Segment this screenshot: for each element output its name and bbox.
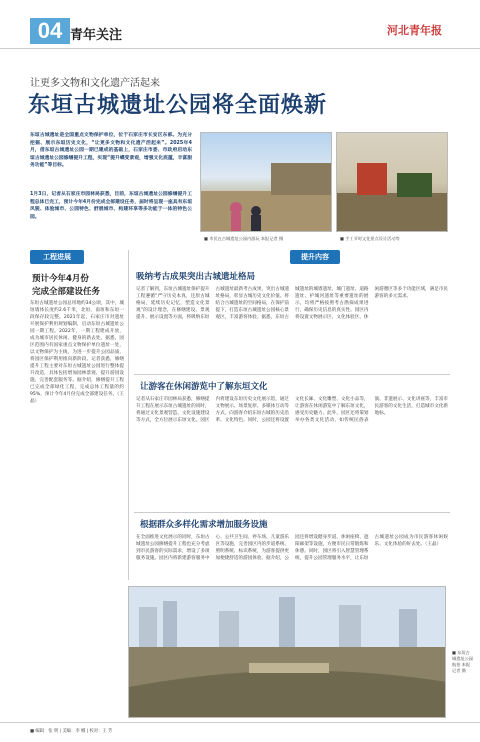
section3-subhead: 让游客在休闲游览中了解东垣文化 — [140, 382, 268, 392]
photo-illustration — [201, 133, 332, 232]
page-number: 04 — [30, 18, 70, 44]
aerial-illustration — [129, 587, 446, 718]
photo-aerial-park — [128, 586, 446, 718]
header-divider — [0, 48, 480, 49]
left-subhead-1: 预计今年4月份 — [32, 274, 89, 284]
tag-upgrade: 提升内容 — [290, 250, 340, 264]
divider-2 — [134, 512, 450, 513]
article-headline: 东垣古城遗址公园将全面焕新 — [28, 93, 328, 118]
photo1-caption: ■ 市民在古城遗址公园内游玩 本报记者 摄 — [204, 236, 284, 241]
section4-body: 在全面推进文化展示的同时，东垣古城遗址公园修缮提升工程也充分考虑到市民游客的实际需求，增设了多项服务设施。园区内将新建游客服务中心、公共卫生间、停车场、儿童游乐区等设施，完善园区内的步道系统、照明系统、标识系统，为游客提供更加便捷舒适的游园体验。据介绍，公园还将增设健身步道、休闲座椅、遮阳廊架等设施，方便市民日常锻炼和休憩。同时，园区将引入智慧管理系统，提升公园管理服务水平，让东垣古城遗址公园成为市民游客休闲娱乐、文化体验的好去处。（王晶） — [136, 535, 448, 561]
masthead-logo: 河北青年报 — [387, 24, 442, 37]
divider-1 — [134, 374, 450, 375]
mid-subhead: 吸纳考古成果突出古城遗址格局 — [136, 272, 256, 282]
column-divider-left — [128, 250, 129, 580]
photo2-caption: ■ 手工节时文化景点设计活动等 — [340, 236, 400, 241]
tag-progress: 工程进展 — [30, 250, 84, 264]
bottom-photo-caption: ■ 东垣古城遗址公园航拍 本报记者 摄 — [452, 650, 473, 673]
section3-body: 记者从石家庄市园林局获悉，修缮提升工程在展示东垣古城遗址的同时，将通过文化景观营造、文化设施建设等方式，全方位展示东垣文化。园区内将建设东垣历史文化展示馆，通过文物展示、场景复原、多媒体互动等方式，向游客介绍东垣古城的历史沿革、文化特色。同时，公园还将设置文化长廊、文化雕塑、文化小品等，让游客在休闲游览中了解东垣文化，感受历史魅力。此外，园区还将策划举办各类文化活动，如传统民俗表演、非遗展示、文化讲座等，丰富市民游客的文化生活，打造城市文化新地标。 — [136, 397, 448, 423]
footer-divider — [0, 722, 480, 723]
photo-illustration-2 — [337, 133, 448, 232]
article-kicker: 让更多文物和文化遗产活起来 — [30, 78, 160, 89]
photo-crafts — [336, 132, 448, 232]
page-footer: ■ 编辑：张 明 | 美编：李 娜 | 校对：王 芳 — [30, 729, 113, 734]
section-title: 青年关注 — [70, 28, 123, 43]
mid-section-body: 记者了解到，东垣古城遗址保护提升工程遵循“严守历史本真，还原古城格局，延续历史记忆，塑造文化景观”的设计理念，在修缮建设、景观提升、展示设置等方面，将吸纳东垣古城遗址最新考古成果，突出古城遗址格局，彰显古城历史文化价值。将结合古城遗址的空间格局，在保护前提下，打造东垣古城遗址公园核心景观区，丰富游客体验。据悉，东垣古城遗址的城墙遗址、城门遗址、道路遗址、护城河遗址等重要遗址的展示，均将严格按照考古勘探成果进行，确保历史信息的真实性。园区内将设置文物展示区、文化体验区、休闲游憩区等多个功能区域，满足市民游客的多元需求。 — [136, 287, 448, 320]
left-column-body: 东垣古城遗址公园总用地约34公顷，其中，城垣墙体长度约2.6千米，北垣、南垣和东垣一段保存较完整。2021年起，石家庄市对遗址开展保护利用规划编制，启动东垣古城遗址公园一期工程。2022年，一期工程建成开放，成为城市居民休闲、健身的新去处。据悉，园区范围内有国家重点文物保护单位遗址一处，以文物保护为主线，为进一步提升公园品质，将园区保护利用推向新阶段。记者获悉，修缮提升工程主要对东垣古城遗址公园进行整体提升改造，具体包括增加园林景观、提升游园设施、完善配套服务等。据介绍，修缮提升工程已完成全部绿化工程，完成总体工程量的约95%，预计今年4月份完成全部建设任务。（王晶） — [30, 301, 124, 404]
article-lead — [30, 132, 192, 234]
photo-park-visitors — [200, 132, 332, 232]
left-subhead-2: 完成全部建设任务 — [32, 287, 101, 297]
section4-subhead: 根据群众多样化需求增加服务设施 — [140, 520, 268, 530]
lead-paragraph-2: 1月3日，记者从石家庄市园林局获悉，目前，东垣古城遗址公园修缮提升工程总体已完工，预计今年4月份完成全部建设任务，届时将呈现一座具有东垣风貌、体验城市、公园特色、舒展城市、构建环享等多功能于一体的特色公园。 — [30, 192, 192, 220]
lead-paragraph-1: 东垣古城遗址是全国重点文物保护单位，位于石家庄市长安区东部。为充分挖掘、展示东垣历史文化，“让更多文物和文化遗产活起来”。2025年4月，借东垣古城遗址公园一期已建成的基础上，石家庄市委、市政府启动东垣古城遗址公园修缮提升工程，实现“提升蝶变景观，增强文化底蕴，丰富服务功能”等目标。 — [30, 133, 192, 169]
